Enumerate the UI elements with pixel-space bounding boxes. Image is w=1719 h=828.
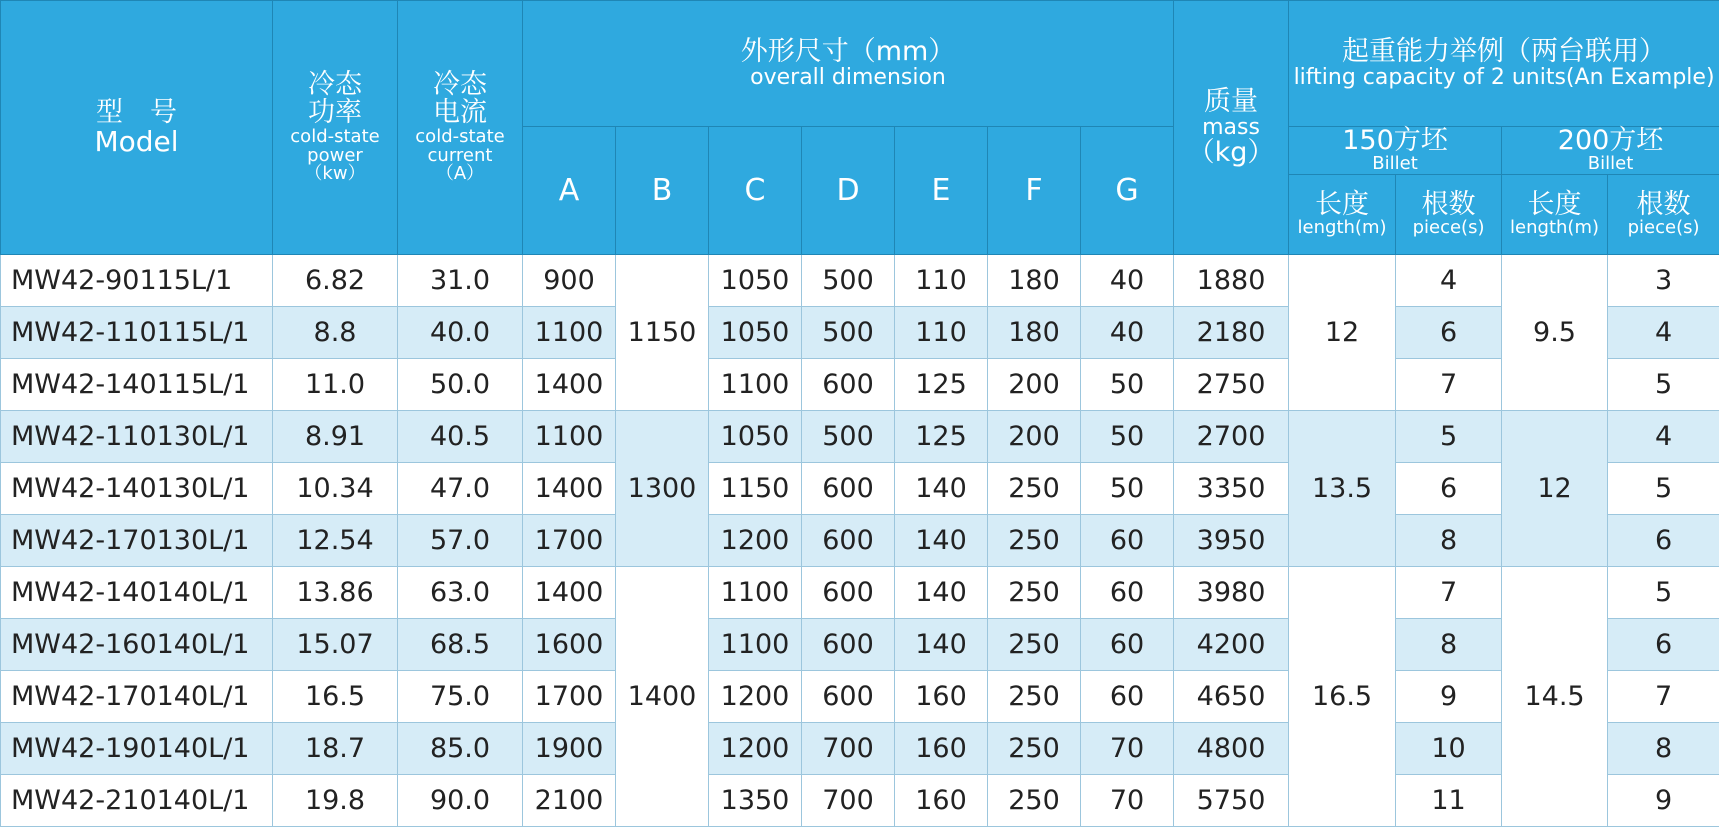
current-header-zh-2: 电流 xyxy=(433,97,487,129)
dim-g-cell: 60 xyxy=(1081,515,1174,567)
dim-d-cell: 500 xyxy=(802,307,895,359)
dim-f-cell: 250 xyxy=(988,515,1081,567)
dim-b-cell: 1400 xyxy=(616,567,709,827)
dim-f-cell: 200 xyxy=(988,359,1081,411)
mass-cell: 4650 xyxy=(1174,671,1289,723)
mass-header-unit: （kg） xyxy=(1187,137,1275,169)
dim-d-cell: 700 xyxy=(802,775,895,827)
model-cell: MW42-110130L/1 xyxy=(1,411,273,463)
mass-cell: 3950 xyxy=(1174,515,1289,567)
pieces-200-cell: 6 xyxy=(1608,619,1719,671)
table-row xyxy=(1,255,1719,307)
pieces-200-cell: 4 xyxy=(1608,307,1719,359)
current-cell: 50.0 xyxy=(398,359,523,411)
dim-a-cell: 1700 xyxy=(523,515,616,567)
length-200-cell: 12 xyxy=(1502,411,1608,567)
dim-a-cell: 1100 xyxy=(523,307,616,359)
pieces-150-cell: 8 xyxy=(1396,515,1502,567)
dim-col-c xyxy=(709,127,802,255)
pieces-150-cell: 6 xyxy=(1396,307,1502,359)
power-cell: 18.7 xyxy=(273,723,398,775)
dim-col-a xyxy=(523,127,616,255)
dim-e-cell: 140 xyxy=(895,463,988,515)
dim-d-cell: 600 xyxy=(802,619,895,671)
table-row xyxy=(1,775,1719,827)
power-cell: 15.07 xyxy=(273,619,398,671)
model-cell: MW42-90115L/1 xyxy=(1,255,273,307)
dim-col-c-label: C xyxy=(744,172,766,208)
dim-d-cell: 500 xyxy=(802,255,895,307)
dim-a-cell: 1400 xyxy=(523,567,616,619)
dim-e-cell: 110 xyxy=(895,255,988,307)
dim-g-cell: 50 xyxy=(1081,359,1174,411)
billet-150-header xyxy=(1289,127,1502,175)
dim-f-cell: 250 xyxy=(988,775,1081,827)
dim-col-f xyxy=(988,127,1081,255)
power-cell: 8.8 xyxy=(273,307,398,359)
current-cell: 40.5 xyxy=(398,411,523,463)
power-cell: 11.0 xyxy=(273,359,398,411)
dim-c-cell: 1050 xyxy=(709,255,802,307)
dim-c-cell: 1100 xyxy=(709,567,802,619)
current-cell: 31.0 xyxy=(398,255,523,307)
power-cell: 19.8 xyxy=(273,775,398,827)
current-header-en-1: cold-state xyxy=(415,125,505,147)
dim-c-cell: 1150 xyxy=(709,463,802,515)
pieces-150-zh: 根数 xyxy=(1421,189,1476,221)
mass-cell: 4800 xyxy=(1174,723,1289,775)
length-150-cell: 12 xyxy=(1289,255,1396,411)
mass-cell: 5750 xyxy=(1174,775,1289,827)
current-header-unit: （A） xyxy=(435,163,485,185)
power-header xyxy=(273,1,398,255)
dim-b-cell: 1300 xyxy=(616,411,709,567)
pieces-200-cell: 4 xyxy=(1608,411,1719,463)
power-cell: 13.86 xyxy=(273,567,398,619)
table-row xyxy=(1,359,1719,411)
length-200-zh: 长度 xyxy=(1527,189,1582,221)
dim-g-cell: 70 xyxy=(1081,723,1174,775)
length-150-cell: 13.5 xyxy=(1289,411,1396,567)
pieces-150-cell: 11 xyxy=(1396,775,1502,827)
lifting-header-en: lifting capacity of 2 units(An Example) xyxy=(1293,65,1715,91)
dim-e-cell: 160 xyxy=(895,775,988,827)
dim-e-cell: 140 xyxy=(895,619,988,671)
dim-a-cell: 900 xyxy=(523,255,616,307)
dim-a-cell: 1600 xyxy=(523,619,616,671)
dim-f-cell: 250 xyxy=(988,619,1081,671)
current-header xyxy=(398,1,523,255)
dim-col-a-label: A xyxy=(558,172,580,208)
mass-cell: 2180 xyxy=(1174,307,1289,359)
model-cell: MW42-140130L/1 xyxy=(1,463,273,515)
power-cell: 12.54 xyxy=(273,515,398,567)
dim-c-cell: 1050 xyxy=(709,307,802,359)
pieces-150-cell: 8 xyxy=(1396,619,1502,671)
dim-c-cell: 1100 xyxy=(709,359,802,411)
mass-cell: 2700 xyxy=(1174,411,1289,463)
dim-a-cell: 1700 xyxy=(523,671,616,723)
mass-cell: 3980 xyxy=(1174,567,1289,619)
table-row xyxy=(1,307,1719,359)
lifting-header-zh: 起重能力举例（两台联用） xyxy=(1342,35,1667,67)
dim-e-cell: 125 xyxy=(895,359,988,411)
dim-c-cell: 1350 xyxy=(709,775,802,827)
table-row xyxy=(1,671,1719,723)
table-row xyxy=(1,463,1719,515)
dim-g-cell: 60 xyxy=(1081,567,1174,619)
pieces-150-cell: 9 xyxy=(1396,671,1502,723)
dim-c-cell: 1200 xyxy=(709,515,802,567)
dim-f-cell: 180 xyxy=(988,307,1081,359)
pieces-200-header xyxy=(1608,175,1719,255)
table-row xyxy=(1,723,1719,775)
table-row xyxy=(1,411,1719,463)
dimension-header-en: overall dimension xyxy=(750,65,946,91)
power-header-en-1: cold-state xyxy=(290,125,380,147)
pieces-200-cell: 9 xyxy=(1608,775,1719,827)
dim-e-cell: 140 xyxy=(895,515,988,567)
mass-header xyxy=(1174,1,1289,255)
dim-f-cell: 250 xyxy=(988,723,1081,775)
dim-d-cell: 600 xyxy=(802,567,895,619)
pieces-200-cell: 7 xyxy=(1608,671,1719,723)
pieces-200-en: piece(s) xyxy=(1627,217,1700,239)
dim-col-d xyxy=(802,127,895,255)
pieces-150-cell: 10 xyxy=(1396,723,1502,775)
current-cell: 40.0 xyxy=(398,307,523,359)
billet-150-en: Billet xyxy=(1372,153,1418,175)
current-cell: 90.0 xyxy=(398,775,523,827)
pieces-200-zh: 根数 xyxy=(1636,189,1691,221)
current-cell: 63.0 xyxy=(398,567,523,619)
length-150-header xyxy=(1289,175,1396,255)
dim-a-cell: 1400 xyxy=(523,463,616,515)
billet-200-header xyxy=(1502,127,1719,175)
pieces-150-cell: 6 xyxy=(1396,463,1502,515)
dim-f-cell: 200 xyxy=(988,411,1081,463)
billet-200-en: Billet xyxy=(1587,153,1634,175)
pieces-150-header xyxy=(1396,175,1502,255)
dim-g-cell: 40 xyxy=(1081,307,1174,359)
dim-e-cell: 140 xyxy=(895,567,988,619)
dim-f-cell: 250 xyxy=(988,463,1081,515)
length-200-cell: 14.5 xyxy=(1502,567,1608,827)
model-cell: MW42-210140L/1 xyxy=(1,775,273,827)
model-cell: MW42-110115L/1 xyxy=(1,307,273,359)
power-header-zh-1: 冷态 xyxy=(308,68,362,100)
dim-c-cell: 1200 xyxy=(709,723,802,775)
dim-a-cell: 1400 xyxy=(523,359,616,411)
dim-c-cell: 1100 xyxy=(709,619,802,671)
power-header-zh-2: 功率 xyxy=(308,97,362,129)
power-header-unit: （kw） xyxy=(304,163,366,185)
model-header xyxy=(1,1,273,255)
model-cell: MW42-170130L/1 xyxy=(1,515,273,567)
lifting-header xyxy=(1289,1,1719,127)
table-row xyxy=(1,567,1719,619)
dim-f-cell: 250 xyxy=(988,671,1081,723)
length-150-zh: 长度 xyxy=(1315,189,1370,221)
dim-col-e xyxy=(895,127,988,255)
table-row xyxy=(1,619,1719,671)
model-cell: MW42-140140L/1 xyxy=(1,567,273,619)
dim-c-cell: 1200 xyxy=(709,671,802,723)
dim-g-cell: 70 xyxy=(1081,775,1174,827)
dim-g-cell: 50 xyxy=(1081,411,1174,463)
current-cell: 75.0 xyxy=(398,671,523,723)
mass-cell: 1880 xyxy=(1174,255,1289,307)
power-cell: 6.82 xyxy=(273,255,398,307)
dim-a-cell: 1900 xyxy=(523,723,616,775)
billet-150-zh: 150方坯 xyxy=(1342,125,1448,156)
pieces-200-cell: 8 xyxy=(1608,723,1719,775)
current-cell: 85.0 xyxy=(398,723,523,775)
power-header-en-2: power xyxy=(307,144,363,166)
dim-g-cell: 60 xyxy=(1081,671,1174,723)
dim-b-cell: 1150 xyxy=(616,255,709,411)
pieces-150-cell: 7 xyxy=(1396,359,1502,411)
pieces-200-cell: 5 xyxy=(1608,359,1719,411)
billet-200-zh: 200方坯 xyxy=(1557,125,1664,156)
dimension-header-zh: 外形尺寸（mm） xyxy=(740,35,956,67)
dim-col-d-label: D xyxy=(836,172,860,208)
mass-cell: 4200 xyxy=(1174,619,1289,671)
dim-a-cell: 1100 xyxy=(523,411,616,463)
model-cell: MW42-170140L/1 xyxy=(1,671,273,723)
pieces-200-cell: 5 xyxy=(1608,567,1719,619)
table-row xyxy=(1,515,1719,567)
dim-e-cell: 160 xyxy=(895,671,988,723)
dim-d-cell: 600 xyxy=(802,671,895,723)
length-200-en: length(m) xyxy=(1510,217,1600,239)
power-cell: 16.5 xyxy=(273,671,398,723)
pieces-150-en: piece(s) xyxy=(1412,217,1485,239)
dim-col-g-label: G xyxy=(1115,172,1139,208)
model-cell: MW42-190140L/1 xyxy=(1,723,273,775)
dim-c-cell: 1050 xyxy=(709,411,802,463)
current-cell: 47.0 xyxy=(398,463,523,515)
dim-col-b xyxy=(616,127,709,255)
current-header-en-2: current xyxy=(427,144,493,166)
dim-col-b-label: B xyxy=(651,172,673,208)
current-cell: 68.5 xyxy=(398,619,523,671)
length-200-cell: 9.5 xyxy=(1502,255,1608,411)
dim-d-cell: 500 xyxy=(802,411,895,463)
current-header-zh-1: 冷态 xyxy=(433,68,487,100)
dim-d-cell: 600 xyxy=(802,515,895,567)
dim-e-cell: 160 xyxy=(895,723,988,775)
power-cell: 8.91 xyxy=(273,411,398,463)
dim-col-e-label: E xyxy=(931,172,951,208)
mass-header-zh: 质量 xyxy=(1204,85,1259,117)
model-cell: MW42-160140L/1 xyxy=(1,619,273,671)
current-cell: 57.0 xyxy=(398,515,523,567)
dim-e-cell: 110 xyxy=(895,307,988,359)
mass-header-en: mass xyxy=(1202,115,1260,141)
pieces-200-cell: 3 xyxy=(1608,255,1719,307)
dim-g-cell: 60 xyxy=(1081,619,1174,671)
dim-f-cell: 180 xyxy=(988,255,1081,307)
model-header-zh: 型 号 xyxy=(96,96,177,128)
dim-d-cell: 600 xyxy=(802,359,895,411)
pieces-150-cell: 4 xyxy=(1396,255,1502,307)
dim-col-f-label: F xyxy=(1025,172,1043,208)
dim-col-g xyxy=(1081,127,1174,255)
pieces-150-cell: 5 xyxy=(1396,411,1502,463)
dim-f-cell: 250 xyxy=(988,567,1081,619)
model-header-en: Model xyxy=(94,125,179,159)
dim-g-cell: 50 xyxy=(1081,463,1174,515)
length-200-header xyxy=(1502,175,1608,255)
dim-d-cell: 600 xyxy=(802,463,895,515)
mass-cell: 3350 xyxy=(1174,463,1289,515)
dim-a-cell: 2100 xyxy=(523,775,616,827)
dim-d-cell: 700 xyxy=(802,723,895,775)
model-cell: MW42-140115L/1 xyxy=(1,359,273,411)
pieces-150-cell: 7 xyxy=(1396,567,1502,619)
mass-cell: 2750 xyxy=(1174,359,1289,411)
pieces-200-cell: 5 xyxy=(1608,463,1719,515)
dimension-header xyxy=(523,1,1174,127)
dim-e-cell: 125 xyxy=(895,411,988,463)
length-150-cell: 16.5 xyxy=(1289,567,1396,827)
dim-g-cell: 40 xyxy=(1081,255,1174,307)
power-cell: 10.34 xyxy=(273,463,398,515)
length-150-en: length(m) xyxy=(1297,217,1387,239)
pieces-200-cell: 6 xyxy=(1608,515,1719,567)
